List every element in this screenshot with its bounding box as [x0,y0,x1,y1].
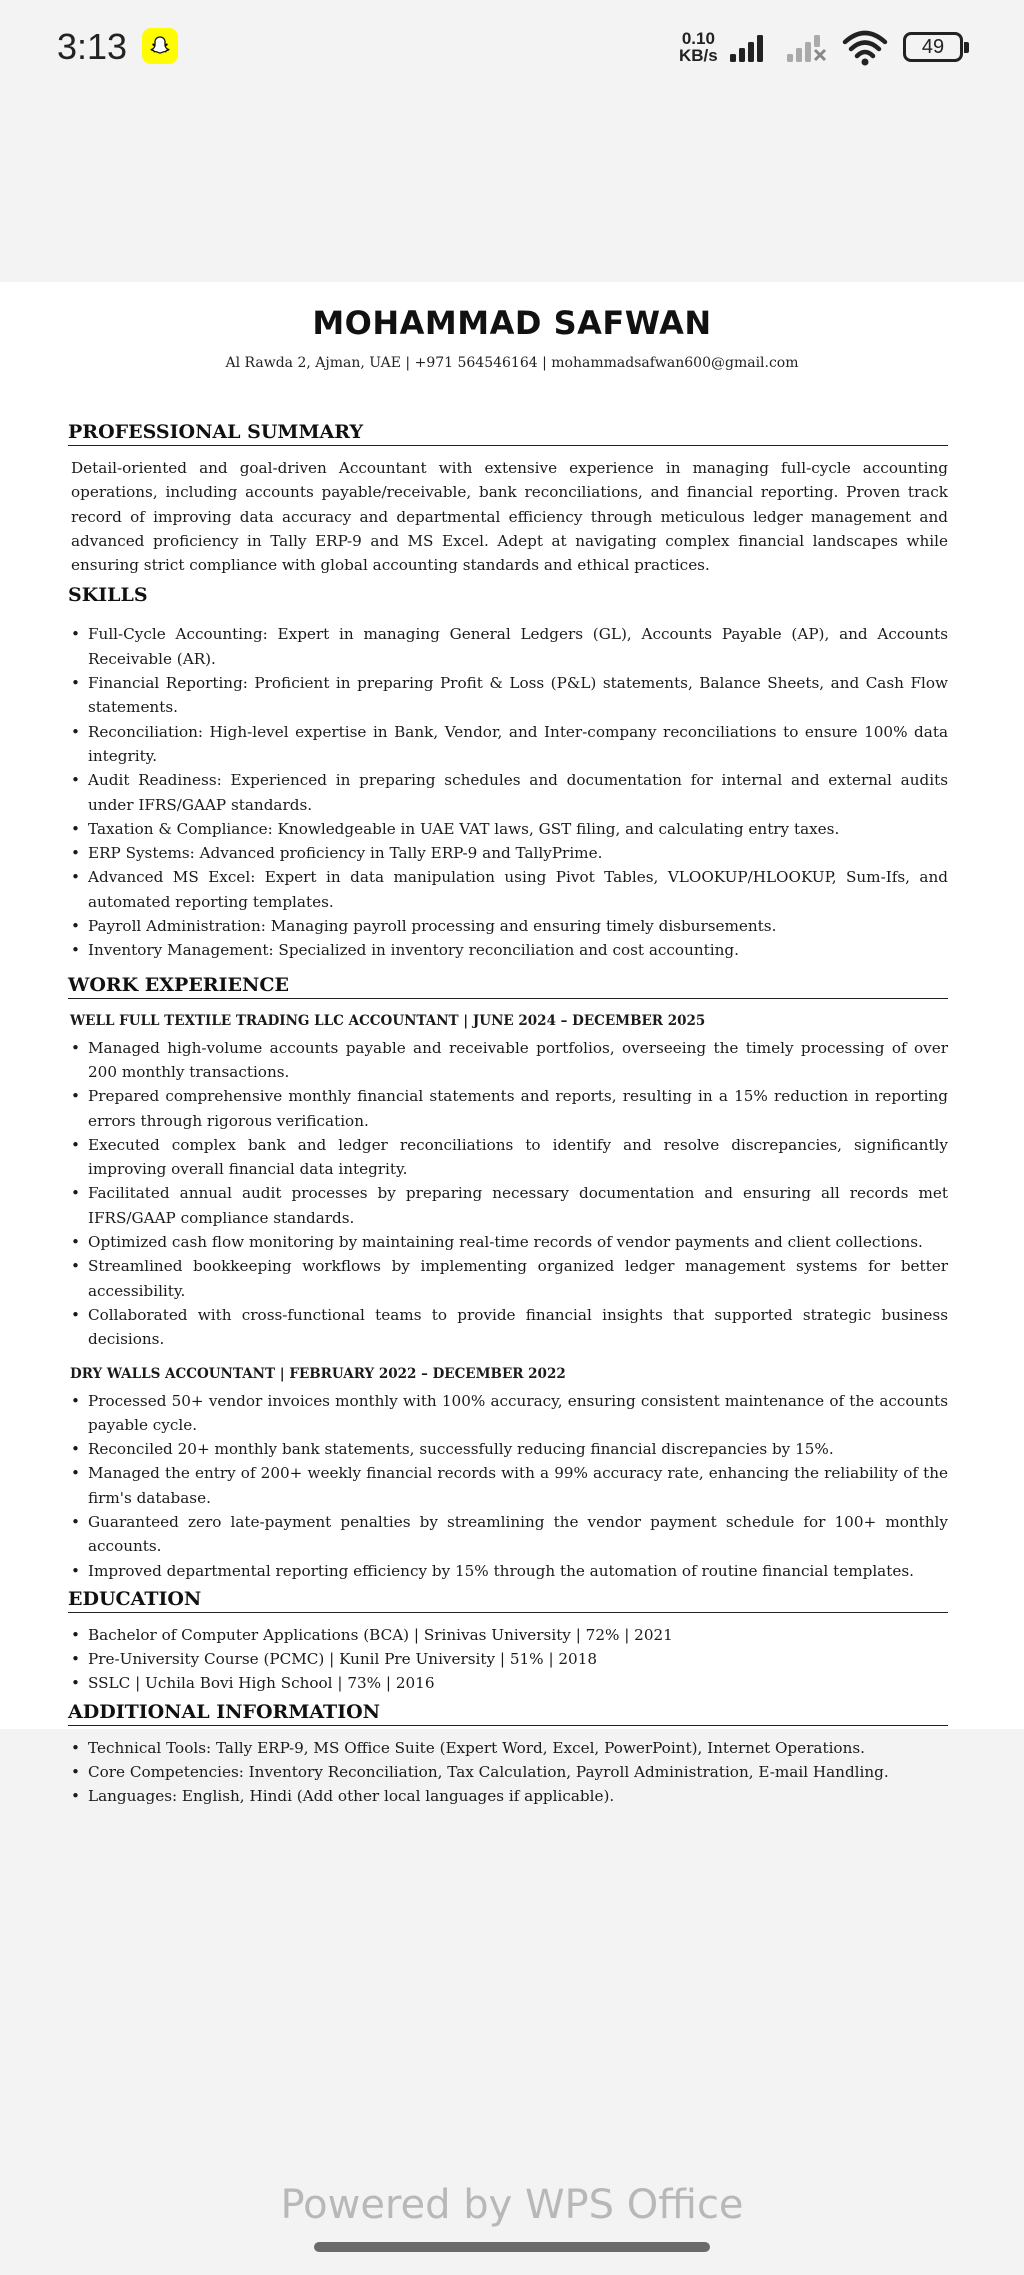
list-item: • SSLC | Uchila Bovi High School | 73% | 2016 [68,1671,948,1695]
list-item: • Inventory Management: Specialized in inventory reconciliation and cost accounting. [68,938,948,962]
list-item: • Executed complex bank and ledger reconciliations to identify and resolve discrepancies, significantly improving overall financial data integrity. [68,1133,948,1182]
list-item: • Managed the entry of 200+ weekly financial records with a 99% accuracy rate, enhancing the reliability of the firm's database. [68,1461,948,1510]
battery-icon: 49 [903,32,963,62]
list-item: • Full-Cycle Accounting: Expert in managing General Ledgers (GL), Accounts Payable (AP), and Accounts Receivable (AR). [68,622,948,671]
list-item: • Facilitated annual audit processes by preparing necessary documentation and ensuring all records met IFRS/GAAP compliance standards. [68,1181,948,1230]
list-item: • Collaborated with cross-functional teams to provide financial insights that supported strategic business decisions. [68,1303,948,1352]
list-item: • Processed 50+ vendor invoices monthly with 100% accuracy, ensuring consistent maintenance of the accounts payable cycle. [68,1389,948,1438]
summary-paragraph: Detail-oriented and goal-driven Accountant with extensive experience in managing full-cycle accounting operations, including accounts payable/receivable, bank reconciliations, and financial reporting. Proven track record of improving data accuracy and departmental efficiency through meticulous ledger management and advanced proficiency in Tally ERP-9 and MS Excel. Adept at navigating complex financial landscapes while ensuring strict compliance with global accounting standards and ethical practices. [71,459,948,575]
list-item: • Technical Tools: Tally ERP-9, MS Office Suite (Expert Word, Excel, PowerPoint), Internet Operations. [68,1736,948,1760]
job-heading: WELL FULL TEXTILE TRADING LLC ACCOUNTANT | JUNE 2024 – DECEMBER 2025 [70,1012,706,1029]
list-item: • Bachelor of Computer Applications (BCA) | Srinivas University | 72% | 2021 [68,1623,948,1647]
list-item: • Reconciliation: High-level expertise in Bank, Vendor, and Inter-company reconciliations to ensure 100% data integrity. [68,720,948,769]
snapchat-icon [142,28,178,64]
section-heading-skills: SKILLS [68,584,148,607]
signal-no-service-icon [785,32,831,64]
education-list [68,1623,948,1696]
list-item: • Optimized cash flow monitoring by maintaining real-time records of vendor payments and client collections. [68,1230,948,1254]
document-page[interactable] [0,282,1024,1806]
list-item: • Payroll Administration: Managing payroll processing and ensuring timely disbursements. [68,914,948,938]
resume-content [68,420,948,1809]
powered-by-footer: Powered by WPS Office [280,2182,744,2228]
list-item: • Streamlined bookkeeping workflows by implementing organized ledger management systems for better accessibility. [68,1254,948,1303]
status-bar [0,0,1024,100]
list-item: • Advanced MS Excel: Expert in data manipulation using Pivot Tables, VLOOKUP/HLOOKUP, Sum-Ifs, and automated reporting templates. [68,865,948,914]
signal-icon [728,32,774,64]
skills-list [68,622,948,962]
clock: 3:13 [57,26,128,67]
list-item: • Core Competencies: Inventory Reconciliation, Tax Calculation, Payroll Administration, E-mail Handling. [68,1760,948,1784]
job-heading: DRY WALLS ACCOUNTANT | FEBRUARY 2022 – DECEMBER 2022 [70,1365,566,1382]
list-item: • Taxation & Compliance: Knowledgeable in UAE VAT laws, GST filing, and calculating entry taxes. [68,817,948,841]
job-bullets [68,1389,948,1583]
list-item: • Prepared comprehensive monthly financial statements and reports, resulting in a 15% reduction in reporting errors through rigorous verification. [68,1084,948,1133]
section-heading-work: WORK EXPERIENCE [68,973,948,999]
list-item: • Pre-University Course (PCMC) | Kunil Pre University | 51% | 2018 [68,1647,948,1671]
list-item: • ERP Systems: Advanced proficiency in Tally ERP-9 and TallyPrime. [68,841,948,865]
list-item: • Improved departmental reporting efficiency by 15% through the automation of routine financial templates. [68,1559,948,1583]
list-item: • Financial Reporting: Proficient in preparing Profit & Loss (P&L) statements, Balance Sheets, and Cash Flow statements. [68,671,948,720]
section-heading-summary: PROFESSIONAL SUMMARY [68,420,948,446]
list-item: • Reconciled 20+ monthly bank statements, successfully reducing financial discrepancies by 15%. [68,1437,948,1461]
list-item: • Managed high-volume accounts payable and receivable portfolios, overseeing the timely processing of over 200 monthly transactions. [68,1036,948,1085]
additional-list [68,1736,948,1809]
list-item: • Guaranteed zero late-payment penalties by streamlining the vendor payment schedule for 100+ monthly accounts. [68,1510,948,1559]
job-bullets [68,1036,948,1352]
section-heading-education: EDUCATION [68,1587,948,1613]
section-heading-additional: ADDITIONAL INFORMATION [68,1700,948,1726]
contact-line: Al Rawda 2, Ajman, UAE | +971 564546164 | mohammadsafwan600@gmail.com [225,355,799,371]
home-indicator[interactable] [314,2242,710,2252]
list-item: • Audit Readiness: Experienced in preparing schedules and documentation for internal and external audits under IFRS/GAAP standards. [68,768,948,817]
network-speed: 0.10 KB/s [679,29,718,65]
resume-name: MOHAMMAD SAFWAN [312,304,712,342]
list-item: • Languages: English, Hindi (Add other local languages if applicable). [68,1784,948,1808]
wifi-icon [842,30,888,66]
